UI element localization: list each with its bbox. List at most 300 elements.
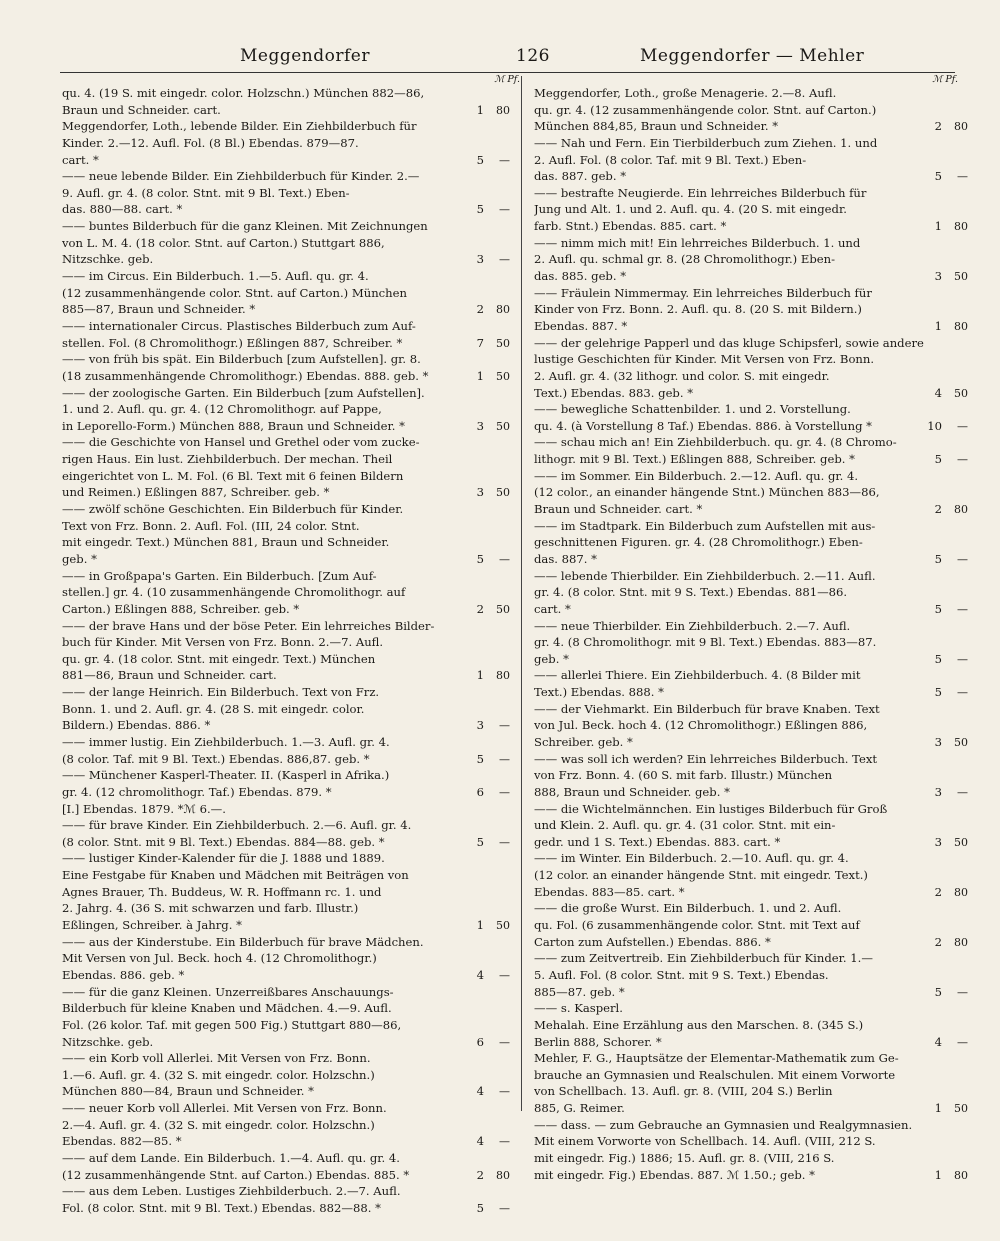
entry-line: von Jul. Beck. hoch 4. (12 Chromolithogr.) Eßlingen 886, bbox=[534, 718, 868, 733]
entry-line: Ebendas. 883—85. cart. * bbox=[534, 884, 685, 899]
entry-price bbox=[916, 651, 978, 668]
entry-line: Bonn. 1. und 2. Aufl. gr. 4. (28 S. mit eingedr. color. bbox=[62, 701, 365, 716]
price-pfennig: 50 bbox=[954, 835, 968, 849]
catalog-entry bbox=[534, 468, 968, 518]
entry-line: Mit Versen von Jul. Beck. hoch 4. (12 Chromolithogr.) bbox=[62, 951, 377, 966]
entry-price bbox=[458, 484, 520, 501]
catalog-entry bbox=[534, 568, 968, 618]
entry-price bbox=[916, 501, 978, 518]
left-column bbox=[62, 75, 520, 1217]
entry-line: 2. Jahrg. 4. (36 S. mit schwarzen und farb. Illustr.) bbox=[62, 901, 359, 916]
entry-line: —— aus dem Leben. Lustiges Ziehbilderbuch. 2.—7. Aufl. bbox=[62, 1184, 401, 1199]
price-pfennig: 50 bbox=[954, 386, 968, 400]
price-mark: 5 bbox=[476, 1200, 484, 1215]
entry-price bbox=[458, 1200, 520, 1217]
price-pfennig: — bbox=[499, 1201, 510, 1215]
page-number: 126 bbox=[516, 46, 550, 66]
entry-price bbox=[916, 784, 978, 801]
catalog-entry bbox=[62, 268, 520, 318]
entry-line: Eine Festgabe für Knaben und Mädchen mit Beiträgen von bbox=[62, 868, 409, 883]
price-pfennig: 80 bbox=[496, 1168, 510, 1182]
price-pfennig: 80 bbox=[954, 935, 968, 949]
catalog-entry bbox=[62, 618, 520, 685]
entry-line: —— lebende Thierbilder. Ein Ziehbilderbuch. 2.—11. Aufl. bbox=[534, 568, 876, 583]
entry-price bbox=[916, 834, 978, 851]
price-pfennig: — bbox=[499, 968, 510, 982]
entry-price bbox=[916, 418, 978, 435]
entry-line: —— im Sommer. Ein Bilderbuch. 2.—12. Aufl. qu. gr. 4. bbox=[534, 468, 859, 483]
price-mark: 6 bbox=[476, 784, 484, 799]
entry-price bbox=[916, 884, 978, 901]
entry-line: und Reimen.) Eßlingen 887, Schreiber. geb. * bbox=[62, 485, 330, 500]
entry-line: —— buntes Bilderbuch für die ganz Kleinen. Mit Zeichnungen bbox=[62, 219, 428, 234]
price-mark: 3 bbox=[476, 485, 484, 500]
price-pfennig: 50 bbox=[496, 919, 510, 933]
entry-price bbox=[916, 551, 978, 568]
price-mark: 1 bbox=[476, 918, 484, 933]
entry-price bbox=[458, 368, 520, 385]
entry-price bbox=[458, 301, 520, 318]
entry-line: qu. 4. (19 S. mit eingedr. color. Holzschn.) München 882—86, bbox=[62, 86, 425, 100]
entry-line: qu. gr. 4. (12 zusammenhängende color. Stnt. auf Carton.) bbox=[534, 102, 877, 117]
entry-line: brauche an Gymnasien und Realschulen. Mit einem Vorworte bbox=[534, 1067, 896, 1082]
entry-price bbox=[458, 917, 520, 934]
price-pfennig: — bbox=[957, 785, 968, 799]
catalog-entry bbox=[62, 385, 520, 435]
entry-price bbox=[458, 1167, 520, 1184]
price-mark: 3 bbox=[934, 834, 942, 849]
catalog-entry bbox=[534, 1117, 968, 1184]
header-rule bbox=[60, 72, 955, 73]
entry-line: Ebendas. 886. geb. * bbox=[62, 967, 185, 982]
catalog-entry bbox=[62, 85, 520, 118]
price-pfennig: 50 bbox=[496, 486, 510, 500]
price-mark: 2 bbox=[934, 502, 942, 517]
entry-line: 1.—6. Aufl. gr. 4. (32 S. mit eingedr. color. Holzschn.) bbox=[62, 1067, 375, 1082]
price-pfennig: — bbox=[499, 552, 510, 566]
entry-price bbox=[916, 318, 978, 335]
entry-line: von Frz. Bonn. 4. (60 S. mit farb. Illustr.) München bbox=[534, 768, 833, 783]
entry-line: 2. Aufl. qu. schmal gr. 8. (28 Chromolithogr.) Eben- bbox=[534, 252, 835, 267]
price-pfennig: 50 bbox=[954, 1102, 968, 1116]
catalog-entry bbox=[62, 568, 520, 618]
entry-line: Schreiber. geb. * bbox=[534, 734, 633, 749]
price-mark: 1 bbox=[934, 219, 942, 234]
entry-line: Text von Frz. Bonn. 2. Aufl. Fol. (III, 24 color. Stnt. bbox=[62, 518, 360, 533]
entry-line: —— auf dem Lande. Ein Bilderbuch. 1.—4. Aufl. qu. gr. 4. bbox=[62, 1151, 400, 1165]
entry-line: (12 zusammenhängende Stnt. auf Carton.) Ebendas. 885. * bbox=[62, 1167, 410, 1182]
entry-line: 5. Aufl. Fol. (8 color. Stnt. mit 9 S. Text.) Ebendas. bbox=[534, 967, 829, 982]
entry-price bbox=[916, 451, 978, 468]
catalog-entry bbox=[62, 218, 520, 268]
price-mark: 3 bbox=[934, 734, 942, 749]
catalog-entry bbox=[62, 1050, 520, 1100]
catalog-entry bbox=[534, 135, 968, 185]
price-pfennig: — bbox=[957, 552, 968, 566]
entry-line: —— was soll ich werden? Ein lehrreiches Bilderbuch. Text bbox=[534, 751, 878, 766]
catalog-entry bbox=[534, 401, 968, 434]
catalog-entry bbox=[62, 684, 520, 734]
entry-line: Text.) Ebendas. 888. * bbox=[534, 685, 664, 700]
catalog-entry bbox=[62, 501, 520, 568]
catalog-entry bbox=[534, 434, 968, 467]
entry-price bbox=[458, 667, 520, 684]
entry-line: lustige Geschichten für Kinder. Mit Versen von Frz. Bonn. bbox=[534, 352, 875, 367]
entry-line: mit eingedr. Fig.) 1886; 15. Aufl. gr. 8. (VIII, 216 S. bbox=[534, 1151, 835, 1165]
entry-line: das. 887. * bbox=[534, 551, 597, 566]
price-pfennig: 80 bbox=[954, 220, 968, 234]
entry-line: —— neue lebende Bilder. Ein Ziehbilderbuch für Kinder. 2.— bbox=[62, 169, 420, 184]
price-mark: 2 bbox=[476, 1167, 484, 1182]
running-head-right: Meggendorfer — Mehler bbox=[640, 46, 865, 66]
entry-line: (8 color. Stnt. mit 9 Bl. Text.) Ebendas. 884—88. geb. * bbox=[62, 834, 385, 849]
price-mark: 3 bbox=[476, 252, 484, 267]
price-pfennig: — bbox=[957, 170, 968, 184]
catalog-entry bbox=[534, 701, 968, 751]
entry-price bbox=[458, 1083, 520, 1100]
entry-line: gr. 4. (12 chromolithogr. Taf.) Ebendas. 879. * bbox=[62, 784, 332, 799]
price-mark: 4 bbox=[934, 385, 942, 400]
price-mark: 5 bbox=[934, 651, 942, 666]
entry-line: von L. M. 4. (18 color. Stnt. auf Carton.) Stuttgart 886, bbox=[62, 235, 385, 250]
price-mark: 5 bbox=[476, 202, 484, 217]
price-pfennig: 80 bbox=[496, 103, 510, 117]
price-pfennig: 50 bbox=[954, 270, 968, 284]
entry-line: —— lustiger Kinder-Kalender für die J. 1888 und 1889. bbox=[62, 851, 385, 866]
price-pfennig: 50 bbox=[954, 735, 968, 749]
price-unit-header-right: ℳ Pf. bbox=[932, 74, 958, 85]
entry-line: 888, Braun und Schneider. geb. * bbox=[534, 784, 730, 799]
price-mark: 4 bbox=[934, 1034, 942, 1049]
catalog-entry bbox=[62, 351, 520, 384]
price-mark: 10 bbox=[927, 418, 942, 433]
entry-line: Braun und Schneider. cart. * bbox=[534, 502, 703, 517]
entry-line: geschnittenen Figuren. gr. 4. (28 Chromolithogr.) Eben- bbox=[534, 535, 863, 550]
entry-price bbox=[458, 717, 520, 734]
entry-line: —— dass. — zum Gebrauche an Gymnasien und Realgymnasien. bbox=[534, 1117, 913, 1132]
price-mark: 5 bbox=[934, 601, 942, 616]
entry-line: Nitzschke. geb. bbox=[62, 1034, 154, 1049]
entry-line: Mehler, F. G., Hauptsätze der Elementar-Mathematik zum Ge- bbox=[534, 1051, 899, 1066]
price-mark: 5 bbox=[934, 169, 942, 184]
catalog-entry bbox=[62, 168, 520, 218]
catalog-entry bbox=[62, 1183, 520, 1216]
entry-line: das. 885. geb. * bbox=[534, 269, 627, 284]
entry-line: —— der gelehrige Papperl und das kluge Schipsferl, sowie andere bbox=[534, 335, 924, 350]
entry-price bbox=[916, 734, 978, 751]
price-mark: 2 bbox=[476, 302, 484, 317]
entry-line: —— zum Zeitvertreib. Ein Ziehbilderbuch für Kinder. 1.— bbox=[534, 951, 873, 966]
price-pfennig: 80 bbox=[954, 319, 968, 333]
entry-line: Meggendorfer, Loth., lebende Bilder. Ein Ziehbilderbuch für bbox=[62, 119, 417, 134]
price-mark: 5 bbox=[476, 152, 484, 167]
price-mark: 5 bbox=[476, 751, 484, 766]
price-pfennig: — bbox=[499, 1035, 510, 1049]
entry-line: (8 color. Taf. mit 9 Bl. Text.) Ebendas. 886,87. geb. * bbox=[62, 751, 370, 766]
entry-line: stellen. Fol. (8 Chromolithogr.) Eßlingen 887, Schreiber. * bbox=[62, 335, 403, 350]
price-pfennig: — bbox=[499, 752, 510, 766]
catalog-entry bbox=[62, 118, 520, 168]
entry-line: von Schellbach. 13. Aufl. gr. 8. (VIII, 204 S.) Berlin bbox=[534, 1084, 833, 1099]
entry-line: Kinder von Frz. Bonn. 2. Aufl. qu. 8. (20 S. mit Bildern.) bbox=[534, 302, 862, 317]
entry-price bbox=[458, 418, 520, 435]
entry-line: gr. 4. (8 Chromolithogr. mit 9 Bl. Text.) Ebendas. 883—87. bbox=[534, 635, 877, 650]
entry-line: Ebendas. 887. * bbox=[534, 318, 628, 333]
catalog-entry bbox=[534, 235, 968, 285]
price-pfennig: — bbox=[499, 253, 510, 267]
price-pfennig: — bbox=[499, 1135, 510, 1149]
price-pfennig: — bbox=[499, 203, 510, 217]
entry-line: mit eingedr. Text.) München 881, Braun und Schneider. bbox=[62, 535, 390, 550]
price-pfennig: 80 bbox=[954, 503, 968, 517]
entry-line: mit eingedr. Fig.) Ebendas. 887. ℳ 1.50.; geb. * bbox=[534, 1167, 815, 1182]
entry-price bbox=[458, 152, 520, 169]
price-mark: 5 bbox=[476, 551, 484, 566]
catalog-entry bbox=[534, 751, 968, 801]
price-mark: 2 bbox=[934, 884, 942, 899]
catalog-entry bbox=[534, 1050, 968, 1117]
price-mark: 1 bbox=[476, 668, 484, 683]
entry-line: —— der brave Hans und der böse Peter. Ein lehrreiches Bilder- bbox=[62, 618, 435, 633]
entry-line: —— Nah und Fern. Ein Tierbilderbuch zum Ziehen. 1. und bbox=[534, 135, 878, 150]
entry-line: Bilderbuch für kleine Knaben und Mädchen. 4.—9. Aufl. bbox=[62, 1001, 392, 1016]
entry-line: —— bestrafte Neugierde. Ein lehrreiches Bilderbuch für bbox=[534, 185, 867, 200]
price-mark: 1 bbox=[934, 1101, 942, 1116]
column-separator bbox=[521, 76, 522, 1111]
entry-price bbox=[458, 1034, 520, 1051]
entry-line: (12 color. an einander hängende Stnt. mit eingedr. Text.) bbox=[534, 868, 868, 883]
entry-line: —— der zoologische Garten. Ein Bilderbuch [zum Aufstellen]. bbox=[62, 385, 425, 400]
price-mark: 1 bbox=[476, 368, 484, 383]
price-pfennig: — bbox=[957, 686, 968, 700]
price-pfennig: 80 bbox=[496, 303, 510, 317]
entry-line: —— für brave Kinder. Ein Ziehbilderbuch. 2.—6. Aufl. gr. 4. bbox=[62, 818, 412, 833]
catalog-entry bbox=[62, 1100, 520, 1150]
entry-line: gedr. und 1 S. Text.) Ebendas. 883. cart. * bbox=[534, 834, 781, 849]
entry-line: —— schau mich an! Ein Ziehbilderbuch. qu. gr. 4. (8 Chromo- bbox=[534, 435, 897, 450]
price-mark: 5 bbox=[934, 551, 942, 566]
catalog-entry bbox=[534, 850, 968, 900]
price-mark: 7 bbox=[476, 335, 484, 350]
entry-line: 2.—4. Aufl. gr. 4. (32 S. mit eingedr. color. Holzschn.) bbox=[62, 1117, 375, 1132]
entry-line: geb. * bbox=[534, 651, 569, 666]
entry-line: lithogr. mit 9 Bl. Text.) Eßlingen 888, Schreiber. geb. * bbox=[534, 452, 855, 467]
catalog-entry bbox=[62, 767, 520, 800]
entry-price bbox=[916, 934, 978, 951]
catalog-entry bbox=[62, 984, 520, 1051]
entry-line: —— bewegliche Schattenbilder. 1. und 2. Vorstellung. bbox=[534, 402, 851, 417]
entry-line: Bildern.) Ebendas. 886. * bbox=[62, 718, 211, 733]
entry-line: das. 880—88. cart. * bbox=[62, 202, 183, 217]
entry-price bbox=[916, 1100, 978, 1117]
entry-line: cart. * bbox=[534, 601, 571, 616]
entry-line: Jung und Alt. 1. und 2. Aufl. qu. 4. (20 S. mit eingedr. bbox=[534, 202, 847, 217]
entry-price bbox=[458, 102, 520, 119]
catalog-entry bbox=[534, 185, 968, 235]
catalog-entry bbox=[534, 667, 968, 700]
price-pfennig: 50 bbox=[496, 336, 510, 350]
entry-price bbox=[458, 601, 520, 618]
running-head-left: Meggendorfer bbox=[240, 46, 370, 66]
entry-line: buch für Kinder. Mit Versen von Frz. Bonn. 2.—7. Aufl. bbox=[62, 635, 384, 650]
price-mark: 4 bbox=[476, 1134, 484, 1149]
catalog-entry bbox=[62, 734, 520, 767]
entry-line: München 880—84, Braun und Schneider. * bbox=[62, 1084, 314, 1099]
catalog-entry bbox=[534, 335, 968, 402]
price-pfennig: — bbox=[957, 652, 968, 666]
entry-line: —— Fräulein Nimmermay. Ein lehrreiches Bilderbuch für bbox=[534, 285, 872, 300]
catalog-entry bbox=[62, 850, 520, 933]
entry-line: gr. 4. (8 color. Stnt. mit 9 S. Text.) Ebendas. 881—86. bbox=[534, 585, 848, 600]
price-pfennig: — bbox=[957, 419, 968, 433]
entry-line: cart. * bbox=[62, 152, 99, 167]
entry-line: farb. Stnt.) Ebendas. 885. cart. * bbox=[534, 219, 727, 234]
entry-line: Fol. (8 color. Stnt. mit 9 Bl. Text.) Ebendas. 882—88. * bbox=[62, 1200, 381, 1215]
entry-line: eingerichtet von L. M. Fol. (6 Bl. Text mit 6 feinen Bildern bbox=[62, 468, 404, 483]
catalog-entry bbox=[534, 618, 968, 668]
entry-line: —— in Großpapa's Garten. Ein Bilderbuch. [Zum Auf- bbox=[62, 568, 377, 583]
entry-line: (12 color., an einander hängende Stnt.) München 883—86, bbox=[534, 485, 880, 500]
entry-line: Carton zum Aufstellen.) Ebendas. 886. * bbox=[534, 934, 771, 949]
entry-line: 885, G. Reimer. bbox=[534, 1101, 625, 1116]
price-pfennig: — bbox=[957, 1035, 968, 1049]
price-pfennig: — bbox=[957, 985, 968, 999]
entry-price bbox=[916, 268, 978, 285]
price-pfennig: 50 bbox=[496, 369, 510, 383]
entry-price bbox=[458, 201, 520, 218]
entry-line: Berlin 888, Schorer. * bbox=[534, 1034, 662, 1049]
price-pfennig: — bbox=[499, 719, 510, 733]
entry-line: Kinder. 2.—12. Aufl. Fol. (8 Bl.) Ebendas. 879—87. bbox=[62, 135, 359, 150]
entry-line: 9. Aufl. gr. 4. (8 color. Stnt. mit 9 Bl. Text.) Eben- bbox=[62, 185, 350, 200]
catalog-entry bbox=[534, 1000, 958, 1017]
price-mark: 1 bbox=[934, 1167, 942, 1182]
entry-line: 885—87. geb. * bbox=[534, 984, 625, 999]
entry-price bbox=[916, 1167, 978, 1184]
entry-line: —— im Circus. Ein Bilderbuch. 1.—5. Aufl. qu. gr. 4. bbox=[62, 269, 369, 284]
catalog-entry bbox=[534, 801, 968, 851]
entry-line: in Leporello-Form.) München 888, Braun und Schneider. * bbox=[62, 418, 405, 433]
entry-line: —— neue Thierbilder. Ein Ziehbilderbuch. 2.—7. Aufl. bbox=[534, 618, 851, 633]
entry-line: —— die Wichtelmännchen. Ein lustiges Bilderbuch für Groß bbox=[534, 801, 888, 816]
price-mark: 5 bbox=[934, 452, 942, 467]
entry-line: —— Münchener Kasperl-Theater. II. (Kasperl in Afrika.) bbox=[62, 768, 390, 783]
entry-line: Carton.) Eßlingen 888, Schreiber. geb. * bbox=[62, 601, 300, 616]
price-mark: 3 bbox=[476, 418, 484, 433]
entry-line: geb. * bbox=[62, 551, 97, 566]
price-pfennig: — bbox=[499, 785, 510, 799]
entry-line: München 884,85, Braun und Schneider. * bbox=[534, 119, 779, 134]
catalog-entry bbox=[62, 318, 520, 351]
price-mark: 2 bbox=[934, 934, 942, 949]
price-pfennig: 50 bbox=[496, 602, 510, 616]
catalog-entry bbox=[62, 1150, 520, 1183]
entry-line: —— internationaler Circus. Plastisches Bilderbuch zum Auf- bbox=[62, 318, 416, 333]
catalog-entry bbox=[534, 85, 968, 135]
entry-line: —— zwölf schöne Geschichten. Ein Bilderbuch für Kinder. bbox=[62, 502, 404, 517]
entry-line: —— nimm mich mit! Ein lehrreiches Bilderbuch. 1. und bbox=[534, 235, 861, 250]
price-mark: 2 bbox=[476, 601, 484, 616]
entry-line: —— im Stadtpark. Ein Bilderbuch zum Aufstellen mit aus- bbox=[534, 518, 876, 533]
entry-price bbox=[916, 168, 978, 185]
entry-line: qu. 4. (à Vorstellung 8 Taf.) Ebendas. 886. à Vorstellung * bbox=[534, 418, 872, 433]
entry-line: 1. und 2. Aufl. qu. gr. 4. (12 Chromolithogr. auf Pappe, bbox=[62, 402, 382, 417]
price-pfennig: 80 bbox=[954, 1168, 968, 1182]
entry-price bbox=[916, 385, 978, 402]
entry-price bbox=[916, 118, 978, 135]
price-pfennig: — bbox=[957, 602, 968, 616]
price-mark: 4 bbox=[476, 967, 484, 982]
entry-line: qu. gr. 4. (18 color. Stnt. mit eingedr. Text.) München bbox=[62, 651, 376, 666]
entry-line: —— aus der Kinderstube. Ein Bilderbuch für brave Mädchen. bbox=[62, 934, 424, 949]
right-column bbox=[534, 74, 968, 1183]
entry-line: das. 887. geb. * bbox=[534, 169, 627, 184]
price-unit-header-left: ℳ Pf. bbox=[494, 74, 520, 85]
price-pfennig: — bbox=[499, 1085, 510, 1099]
price-mark: 6 bbox=[476, 1034, 484, 1049]
entry-line: —— von früh bis spät. Ein Bilderbuch [zum Aufstellen]. gr. 8. bbox=[62, 352, 421, 367]
entry-line: [I.] Ebendas. 1879. *ℳ 6.—. bbox=[62, 801, 226, 816]
entry-line: 885—87, Braun und Schneider. * bbox=[62, 302, 256, 317]
entry-line: —— für die ganz Kleinen. Unzerreißbares Anschauungs- bbox=[62, 984, 394, 999]
entry-line: —— der lange Heinrich. Ein Bilderbuch. Text von Frz. bbox=[62, 685, 380, 700]
entry-line: rigen Haus. Ein lust. Ziehbilderbuch. Der mechan. Theil bbox=[62, 452, 393, 467]
entry-line: —— immer lustig. Ein Ziehbilderbuch. 1.—3. Aufl. gr. 4. bbox=[62, 734, 390, 749]
entry-price bbox=[458, 751, 520, 768]
entry-line: —— s. Kasperl. bbox=[534, 1001, 623, 1016]
catalog-entry bbox=[534, 900, 968, 950]
price-pfennig: 80 bbox=[954, 885, 968, 899]
entry-price bbox=[916, 684, 978, 701]
entry-price bbox=[458, 784, 520, 801]
entry-line: 881—86, Braun und Schneider. cart. bbox=[62, 668, 277, 683]
left-entries bbox=[62, 85, 520, 1217]
price-mark: 1 bbox=[934, 318, 942, 333]
entry-price bbox=[458, 967, 520, 984]
entry-line: (12 zusammenhängende color. Stnt. auf Carton.) München bbox=[62, 285, 407, 300]
entry-line: 2. Aufl. gr. 4. (32 lithogr. und color. S. mit eingedr. bbox=[534, 368, 830, 383]
entry-price bbox=[916, 1034, 978, 1051]
entry-line: Ebendas. 882—85. * bbox=[62, 1134, 182, 1149]
price-mark: 3 bbox=[934, 784, 942, 799]
price-mark: 1 bbox=[476, 102, 484, 117]
entry-line: Eßlingen, Schreiber. à Jahrg. * bbox=[62, 918, 242, 933]
entry-line: Fol. (26 kolor. Taf. mit gegen 500 Fig.) Stuttgart 880—86, bbox=[62, 1017, 402, 1032]
entry-line: Mehalah. Eine Erzählung aus den Marschen. 8. (345 S.) bbox=[534, 1017, 864, 1032]
entry-line: —— die Geschichte von Hansel und Grethel oder vom zucke- bbox=[62, 435, 420, 450]
entry-price bbox=[458, 335, 520, 352]
price-mark: 5 bbox=[476, 834, 484, 849]
entry-price bbox=[458, 1133, 520, 1150]
entry-line: —— im Winter. Ein Bilderbuch. 2.—10. Aufl. qu. gr. 4. bbox=[534, 851, 849, 866]
price-mark: 3 bbox=[934, 269, 942, 284]
entry-line: Agnes Brauer, Th. Buddeus, W. R. Hoffmann rc. 1. und bbox=[62, 884, 382, 899]
entry-line: —— neuer Korb voll Allerlei. Mit Versen von Frz. Bonn. bbox=[62, 1101, 387, 1116]
entry-line: Meggendorfer, Loth., große Menagerie. 2.—8. Aufl. bbox=[534, 86, 837, 100]
catalog-entry bbox=[62, 934, 520, 984]
entry-price bbox=[458, 251, 520, 268]
entry-line: Mit einem Vorworte von Schellbach. 14. Aufl. (VIII, 212 S. bbox=[534, 1134, 876, 1149]
entry-price bbox=[916, 218, 978, 235]
entry-line: und Klein. 2. Aufl. qu. gr. 4. (31 color. Stnt. mit ein- bbox=[534, 818, 836, 833]
price-pfennig: — bbox=[499, 153, 510, 167]
entry-line: 2. Aufl. Fol. (8 color. Taf. mit 9 Bl. Text.) Eben- bbox=[534, 152, 807, 167]
entry-line: —— ein Korb voll Allerlei. Mit Versen von Frz. Bonn. bbox=[62, 1051, 371, 1066]
catalog-entry bbox=[534, 518, 968, 568]
catalog-entry bbox=[534, 285, 968, 335]
price-mark: 5 bbox=[934, 685, 942, 700]
catalog-entry bbox=[62, 434, 520, 501]
